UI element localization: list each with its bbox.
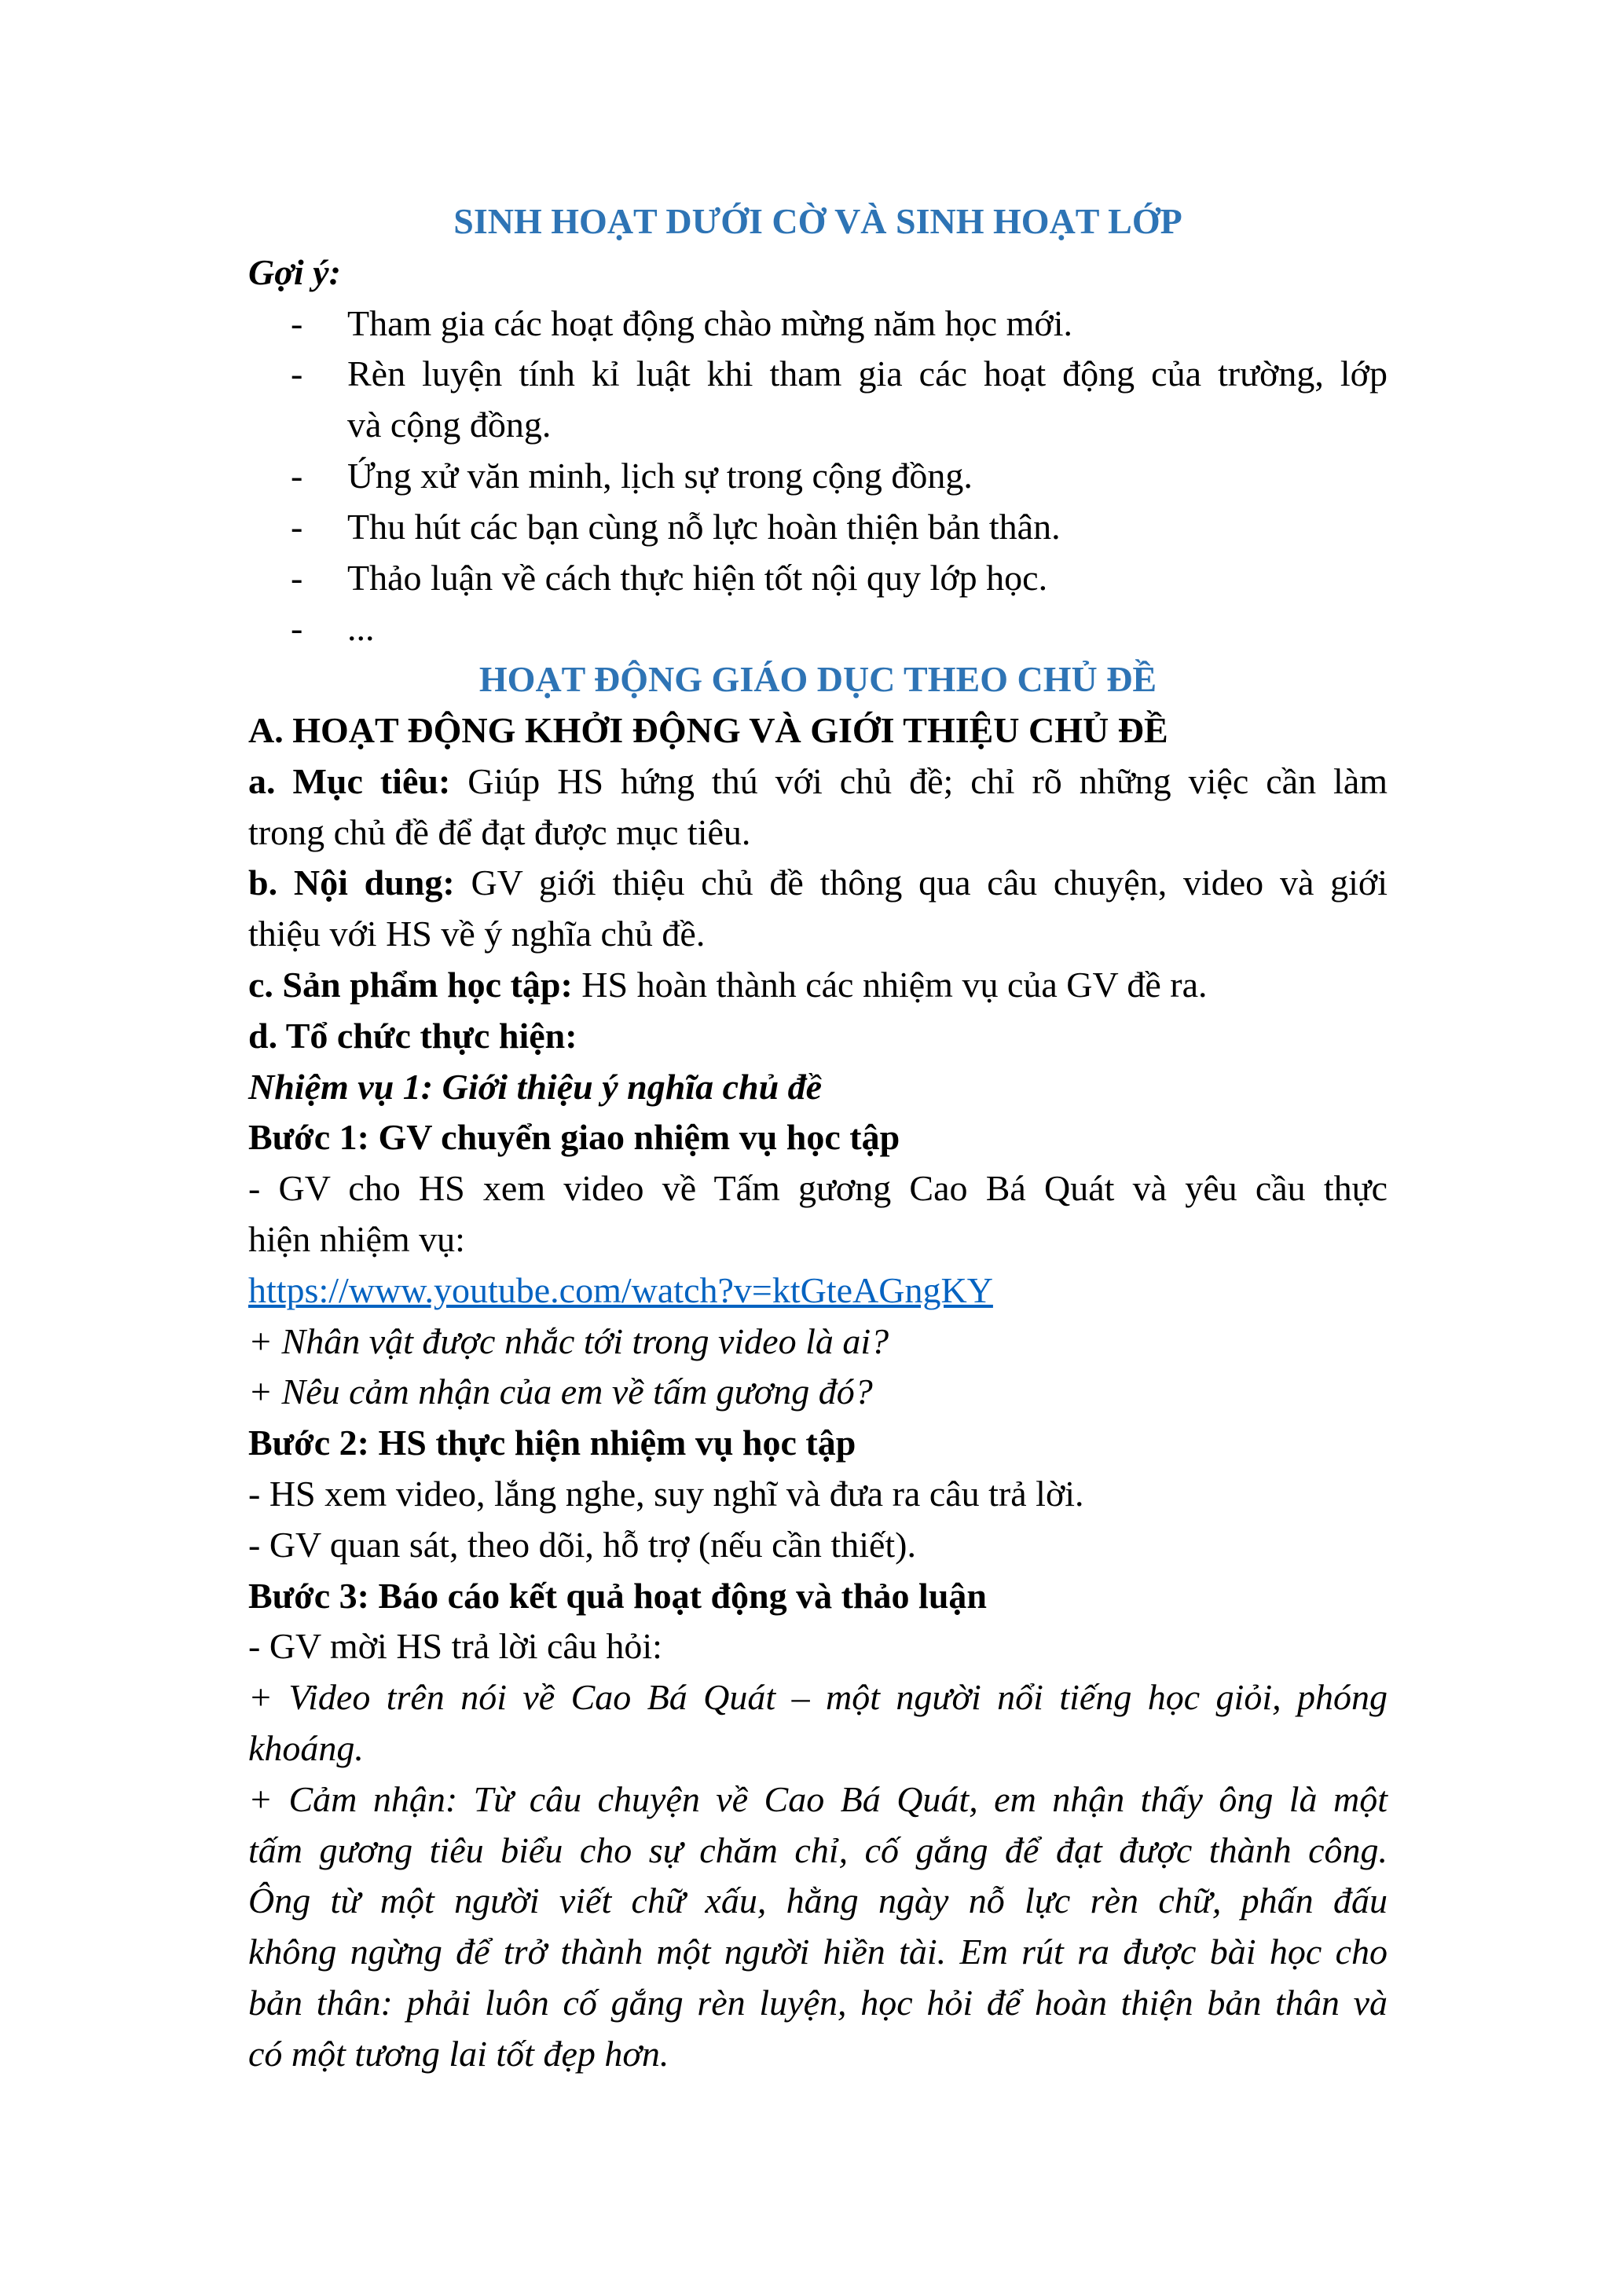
list-item bbox=[248, 553, 1388, 604]
answer-line: có một tương lai tốt đẹp hơn. bbox=[248, 2033, 669, 2074]
buoc-2-text: - HS xem video, lắng nghe, suy nghĩ và đưa ra câu trả lời. bbox=[248, 1473, 1084, 1514]
noi-dung-text: thiệu với HS về ý nghĩa chủ đề. bbox=[248, 914, 706, 954]
muc-tieu-label: a. Mục tiêu: bbox=[248, 760, 451, 801]
document-page bbox=[248, 196, 1388, 2079]
list-item bbox=[248, 349, 1388, 451]
list-item bbox=[248, 502, 1388, 553]
list-item bbox=[248, 298, 1388, 350]
list-item-text: Rèn luyện tính kỉ luật khi tham gia các hoạt động của trường, lớp bbox=[347, 353, 1388, 394]
list-item-text: Ứng xử văn minh, lịch sự trong cộng đồng. bbox=[347, 455, 973, 496]
buoc-1-heading: Bước 1: GV chuyển giao nhiệm vụ học tập bbox=[248, 1117, 900, 1158]
section-a-heading: A. HOẠT ĐỘNG KHỞI ĐỘNG VÀ GIỚI THIỆU CHỦ ĐỀ bbox=[248, 709, 1168, 750]
muc-tieu-text: Giúp HS hứng thú với chủ đề; chỉ rõ những việc cần làm bbox=[467, 760, 1388, 801]
answer-2 bbox=[248, 1774, 1388, 2080]
answer-line: + Video trên nói về Cao Bá Quát – một người nổi tiếng học giỏi, phóng bbox=[248, 1677, 1388, 1718]
nhiem-vu-1-heading: Nhiệm vụ 1: Giới thiệu ý nghĩa chủ đề bbox=[248, 1066, 823, 1107]
list-item-text: Thu hút các bạn cùng nỗ lực hoàn thiện bản thân. bbox=[347, 506, 1061, 547]
list-item-text: Tham gia các hoạt động chào mừng năm học mới. bbox=[347, 302, 1072, 343]
dash-bullet: - bbox=[291, 608, 303, 649]
list-item-text: và cộng đồng. bbox=[347, 405, 552, 445]
dash-bullet: - bbox=[291, 506, 303, 547]
title-hoat-dong: HOẠT ĐỘNG GIÁO DỤC THEO CHỦ ĐỀ bbox=[478, 659, 1157, 700]
buoc-1-text: hiện nhiệm vụ: bbox=[248, 1218, 465, 1259]
buoc-2-text: - GV quan sát, theo dõi, hỗ trợ (nếu cần thiết). bbox=[248, 1524, 916, 1565]
noi-dung-paragraph bbox=[248, 858, 1388, 960]
muc-tieu-paragraph bbox=[248, 756, 1388, 859]
title-sinh-hoat: SINH HOẠT DƯỚI CỜ VÀ SINH HOẠT LỚP bbox=[453, 201, 1182, 241]
buoc-3-intro: - GV mời HS trả lời câu hỏi: bbox=[248, 1626, 662, 1667]
youtube-link[interactable]: https://www.youtube.com/watch?v=ktGteAGngKY bbox=[248, 1269, 993, 1310]
hint-list bbox=[248, 298, 1388, 655]
san-pham-label: c. Sản phẩm học tập: bbox=[248, 964, 573, 1005]
muc-tieu-text: trong chủ đề để đạt được mục tiêu. bbox=[248, 811, 751, 852]
buoc-3-heading: Bước 3: Báo cáo kết quả hoạt động và thảo luận bbox=[248, 1575, 987, 1616]
dash-bullet: - bbox=[291, 557, 303, 598]
dash-bullet: - bbox=[291, 353, 303, 394]
noi-dung-label: b. Nội dung: bbox=[248, 862, 455, 903]
san-pham-paragraph bbox=[248, 960, 1388, 1011]
answer-line: không ngừng để trở thành một người hiền tài. Em rút ra được bài học cho bbox=[248, 1932, 1388, 1972]
answer-line: tấm gương tiêu biểu cho sự chăm chỉ, cố gắng để đạt được thành công. bbox=[248, 1829, 1388, 1870]
hint-label: Gợi ý: bbox=[248, 251, 341, 292]
list-item bbox=[248, 603, 1388, 654]
dash-bullet: - bbox=[291, 455, 303, 496]
answer-line: Ông từ một người viết chữ xấu, hằng ngày nỗ lực rèn chữ, phấn đấu bbox=[248, 1880, 1388, 1921]
answer-line: + Cảm nhận: Từ câu chuyện về Cao Bá Quát, em nhận thấy ông là một bbox=[248, 1778, 1388, 1819]
question-2: + Nêu cảm nhận của em về tấm gương đó? bbox=[248, 1371, 873, 1412]
noi-dung-text: GV giới thiệu chủ đề thông qua câu chuyện, video và giới bbox=[471, 862, 1388, 903]
buoc-2-heading: Bước 2: HS thực hiện nhiệm vụ học tập bbox=[248, 1423, 856, 1463]
buoc-1-text: - GV cho HS xem video về Tấm gương Cao Bá Quát và yêu cầu thực bbox=[248, 1168, 1388, 1209]
dash-bullet: - bbox=[291, 302, 303, 343]
answer-1 bbox=[248, 1672, 1388, 1774]
list-item-text: ... bbox=[347, 608, 375, 649]
answer-line: khoáng. bbox=[248, 1727, 364, 1768]
to-chuc-heading: d. Tổ chức thực hiện: bbox=[248, 1015, 577, 1056]
question-1: + Nhân vật được nhắc tới trong video là ai? bbox=[248, 1320, 889, 1361]
list-item-text: Thảo luận về cách thực hiện tốt nội quy lớp học. bbox=[347, 557, 1048, 598]
answer-line: bản thân: phải luôn cố gắng rèn luyện, học hỏi để hoàn thiện bản thân và bbox=[248, 1982, 1388, 2023]
list-item bbox=[248, 451, 1388, 502]
san-pham-text: HS hoàn thành các nhiệm vụ của GV đề ra. bbox=[581, 964, 1208, 1005]
